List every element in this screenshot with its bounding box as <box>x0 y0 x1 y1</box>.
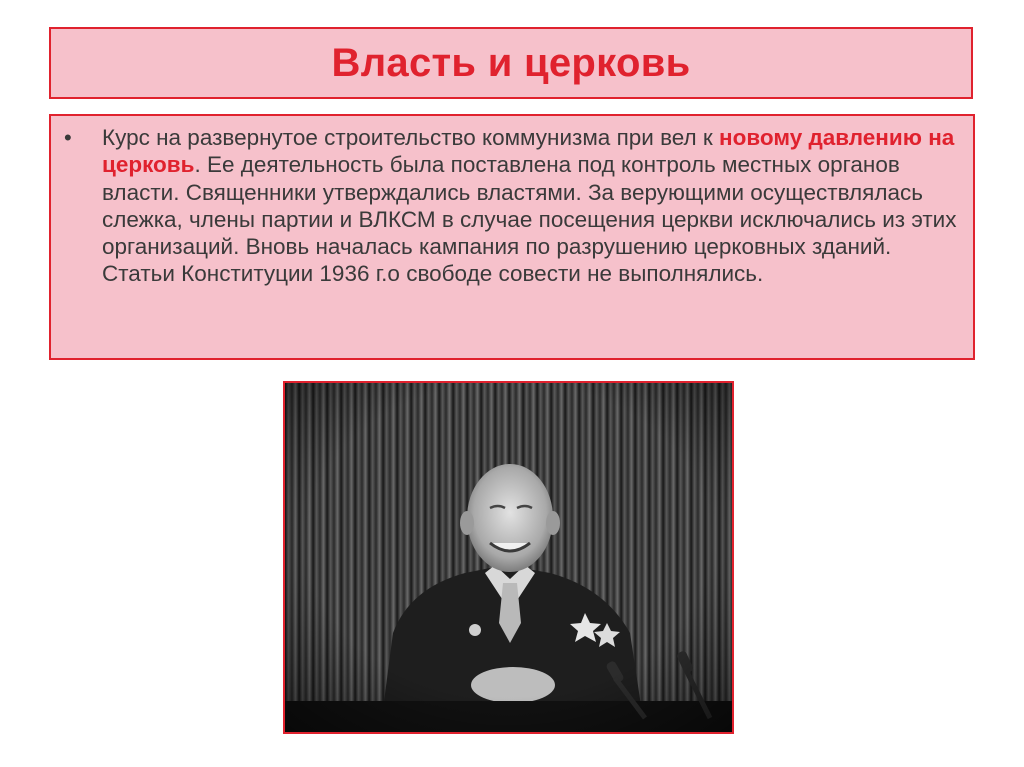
slide-title: Власть и церковь <box>331 40 691 85</box>
photo-frame <box>283 381 734 734</box>
bullet-marker: • <box>64 125 72 150</box>
paragraph-text-end: . Ее деятельность была поставлена под контроль местных органов власти. Священники утверждались властями. За верующими осуществлялась слежка, члены партии и ВЛКСМ в случае посещения церкви исключались из этих организаций. Вновь началась кампания по разрушению церковных зданий. Статьи Конституции 1936 г.о свободе совести не выполнялись. <box>102 152 957 287</box>
bullet-item <box>62 124 959 288</box>
highlighted-phrase: новому давлению на церковь <box>102 125 955 178</box>
paragraph-text-start: Курс на развернутое строительство коммунизма при вел к <box>102 125 720 150</box>
bullet-paragraph <box>102 124 959 288</box>
content-panel <box>49 114 975 360</box>
title-panel <box>49 27 973 99</box>
portrait-photo <box>285 383 732 732</box>
